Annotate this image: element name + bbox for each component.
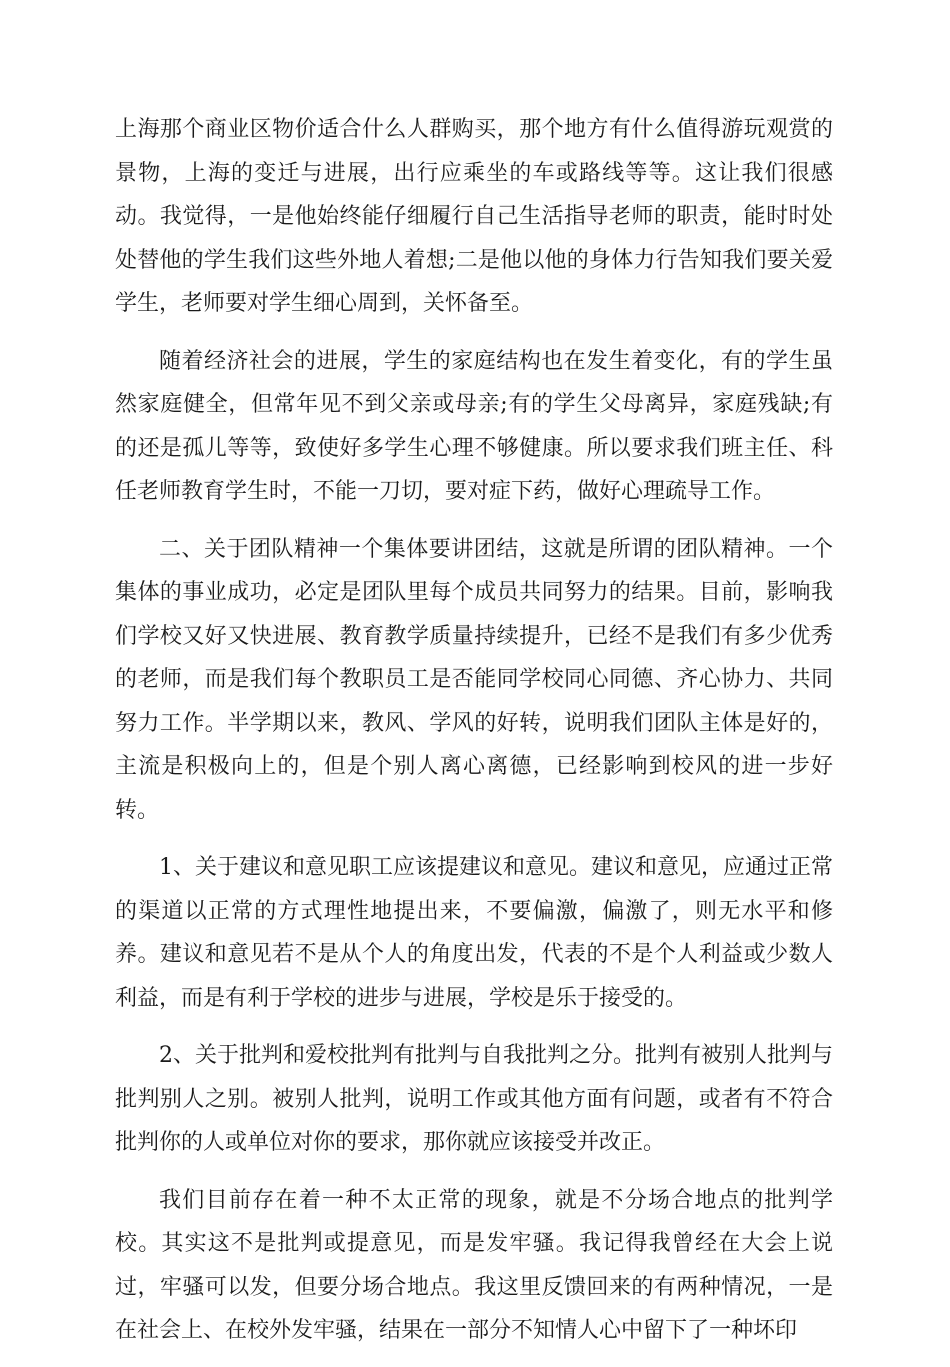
paragraph-continuation: 上海那个商业区物价适合什么人群购买，那个地方有什么值得游玩观赏的景物，上海的变迁与进展，出行应乘坐的车或路线等等。这让我们很感动。我觉得，一是他始终能仔细履行自己生活指导老师的职责，能时时处处替他的学生我们这些外地人着想;二是他以他的身体力行告知我们要关爱学生，老师要对学生细心周到，关怀备至。 [115, 117, 833, 316]
paragraph-criticism: 2、关于批判和爱校批判有批判与自我批判之分。批判有被别人批判与批判别人之别。被别人批判，说明工作或其他方面有问题，或者有不符合批判你的人或单位对你的要求，那你就应该接受并改正。 [115, 1043, 833, 1155]
paragraph-family-structure: 随着经济社会的进展，学生的家庭结构也在发生着变化，有的学生虽然家庭健全，但常年见不到父亲或母亲;有的学生父母离异，家庭残缺;有的还是孤儿等等，致使好多学生心理不够健康。所以要求我们班主任、科任老师教育学生时，不能一刀切，要对症下药，做好心理疏导工作。 [115, 348, 833, 504]
document-body [115, 108, 833, 1367]
paragraph-team-spirit: 二、关于团队精神一个集体要讲团结，这就是所谓的团队精神。一个集体的事业成功，必定是团队里每个成员共同努力的结果。目前，影响我们学校又好又快进展、教育教学质量持续提升，已经不是我们有多少优秀的老师，而是我们每个教职员工是否能同学校同心同德、齐心协力、共同努力工作。半学期以来，教风、学风的好转，说明我们团队主体是好的，主流是积极向上的，但是个别人离心离德，已经影响到校风的进一步好转。 [115, 536, 833, 823]
paragraph-suggestions: 1、关于建议和意见职工应该提建议和意见。建议和意见，应通过正常的渠道以正常的方式理性地提出来，不要偏激，偏激了，则无水平和修养。建议和意见若不是从个人的角度出发，代表的不是个人利益或少数人利益，而是有利于学校的进步与进展，学校是乐于接受的。 [115, 855, 833, 1011]
paragraph-complaints: 我们目前存在着一种不太正常的现象，就是不分场合地点的批判学校。其实这不是批判或提意见，而是发牢骚。我记得我曾经在大会上说过，牢骚可以发，但要分场合地点。我这里反馈回来的有两种情况，一是在社会上、在校外发牢骚，结果在一部分不知情人心中留下了一种坏印 [115, 1187, 833, 1343]
